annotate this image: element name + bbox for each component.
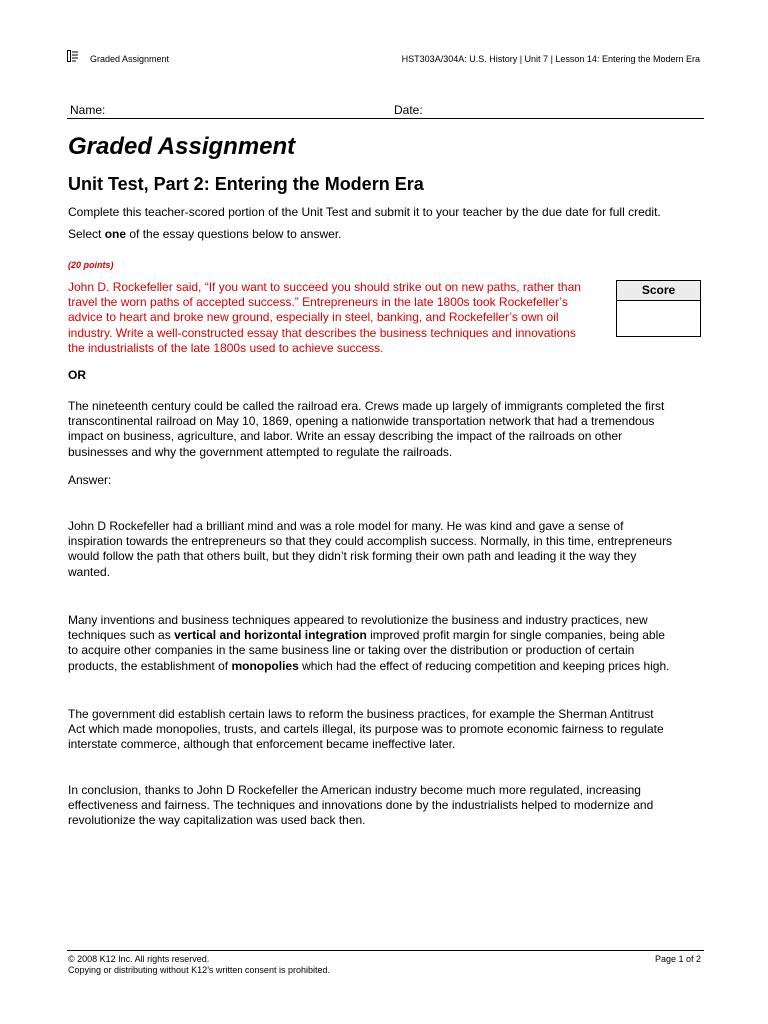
bold-term-integration: vertical and horizontal integration	[174, 628, 367, 643]
score-box	[616, 280, 701, 337]
name-date-row	[67, 103, 704, 119]
date-label: Date:	[394, 103, 423, 117]
select-instruction: Select one of the essay questions below to answer.	[68, 227, 342, 241]
page-number: Page 1 of 2	[654, 954, 701, 964]
document-list-icon	[67, 50, 79, 62]
answer-paragraph-3: The government did establish certain laws to reform the business practices, for example the Sherman Antitrust Act which made monopolies, trusts, and cartels illegal, its purpose was to promote economic fairness to regulate interstate commerce, although that enforcement became ineffective later.	[68, 707, 664, 752]
answer-paragraph-1: John D Rockefeller had a brilliant mind and was a role model for many. He was kind and gave a sense of inspiration towards the entrepreneurs so that they could accomplish success. Normally, in this time, entrepreneurs would follow the path that others built, but they didn’t risk forming their own path and leading it the way they wanted.	[68, 519, 673, 579]
answer-label: Answer:	[68, 473, 112, 487]
footer-divider	[67, 950, 704, 951]
page-subtitle: Unit Test, Part 2: Entering the Modern Era	[68, 174, 424, 194]
question-2: The nineteenth century could be called the railroad era. Crews made up largely of immigrants completed the first transcontinental railroad on May 10, 1869, opening a nationwide transportation network that had a tremendous impact on business, agriculture, and labor. Write an essay describing the impact of the railroads on other businesses and why the government attempted to regulate the railroads.	[68, 399, 665, 459]
name-label: Name:	[70, 103, 106, 117]
answer-paragraph-2: Many inventions and business techniques appeared to revolutionize the business and industry practices, new techniques such as vertical and horizontal integration improved profit margin for single companies, being able to acquire other companies in the same business line or taking over the distribution or production of certain products, the establishment of monopolies which had the effect of reducing competition and keeping prices high.	[68, 613, 670, 673]
points-label: (20 points)	[68, 260, 114, 270]
answer-paragraph-4: In conclusion, thanks to John D Rockefeller the American industry become much more regulated, increasing effectiveness and fairness. The techniques and innovations done by the industrialists helped to modernize and revolutionize the way capitalization was used back then.	[68, 783, 654, 828]
emphasis-one: one	[104, 227, 127, 241]
instructions-line: Complete this teacher-scored portion of the Unit Test and submit it to your teacher by the due date for full credit.	[68, 205, 661, 219]
header-course-label: HST303A/304A: U.S. History | Unit 7 | Lesson 14: Entering the Modern Era	[401, 54, 700, 64]
score-header: Score	[617, 281, 700, 301]
footer-copyright: © 2008 K12 Inc. All rights reserved.	[68, 954, 210, 964]
or-label: OR	[68, 368, 86, 382]
footer-notice: Copying or distributing without K12’s written consent is prohibited.	[68, 965, 330, 975]
header-left-label: Graded Assignment	[90, 54, 170, 64]
question-1: John D. Rockefeller said, “If you want to succeed you should strike out on new paths, rather than travel the worn paths of accepted success.” Entrepreneurs in the late 1800s took Rockefeller’s advice to heart and broke new ground, especially in steel, banking, and Rockefeller’s own oil industry. Write a well-constructed essay that describes the business techniques and innovations the industrialists of the late 1800s used to achieve success.	[68, 280, 581, 355]
page-title: Graded Assignment	[68, 133, 296, 160]
bold-term-monopolies: monopolies	[231, 658, 299, 673]
